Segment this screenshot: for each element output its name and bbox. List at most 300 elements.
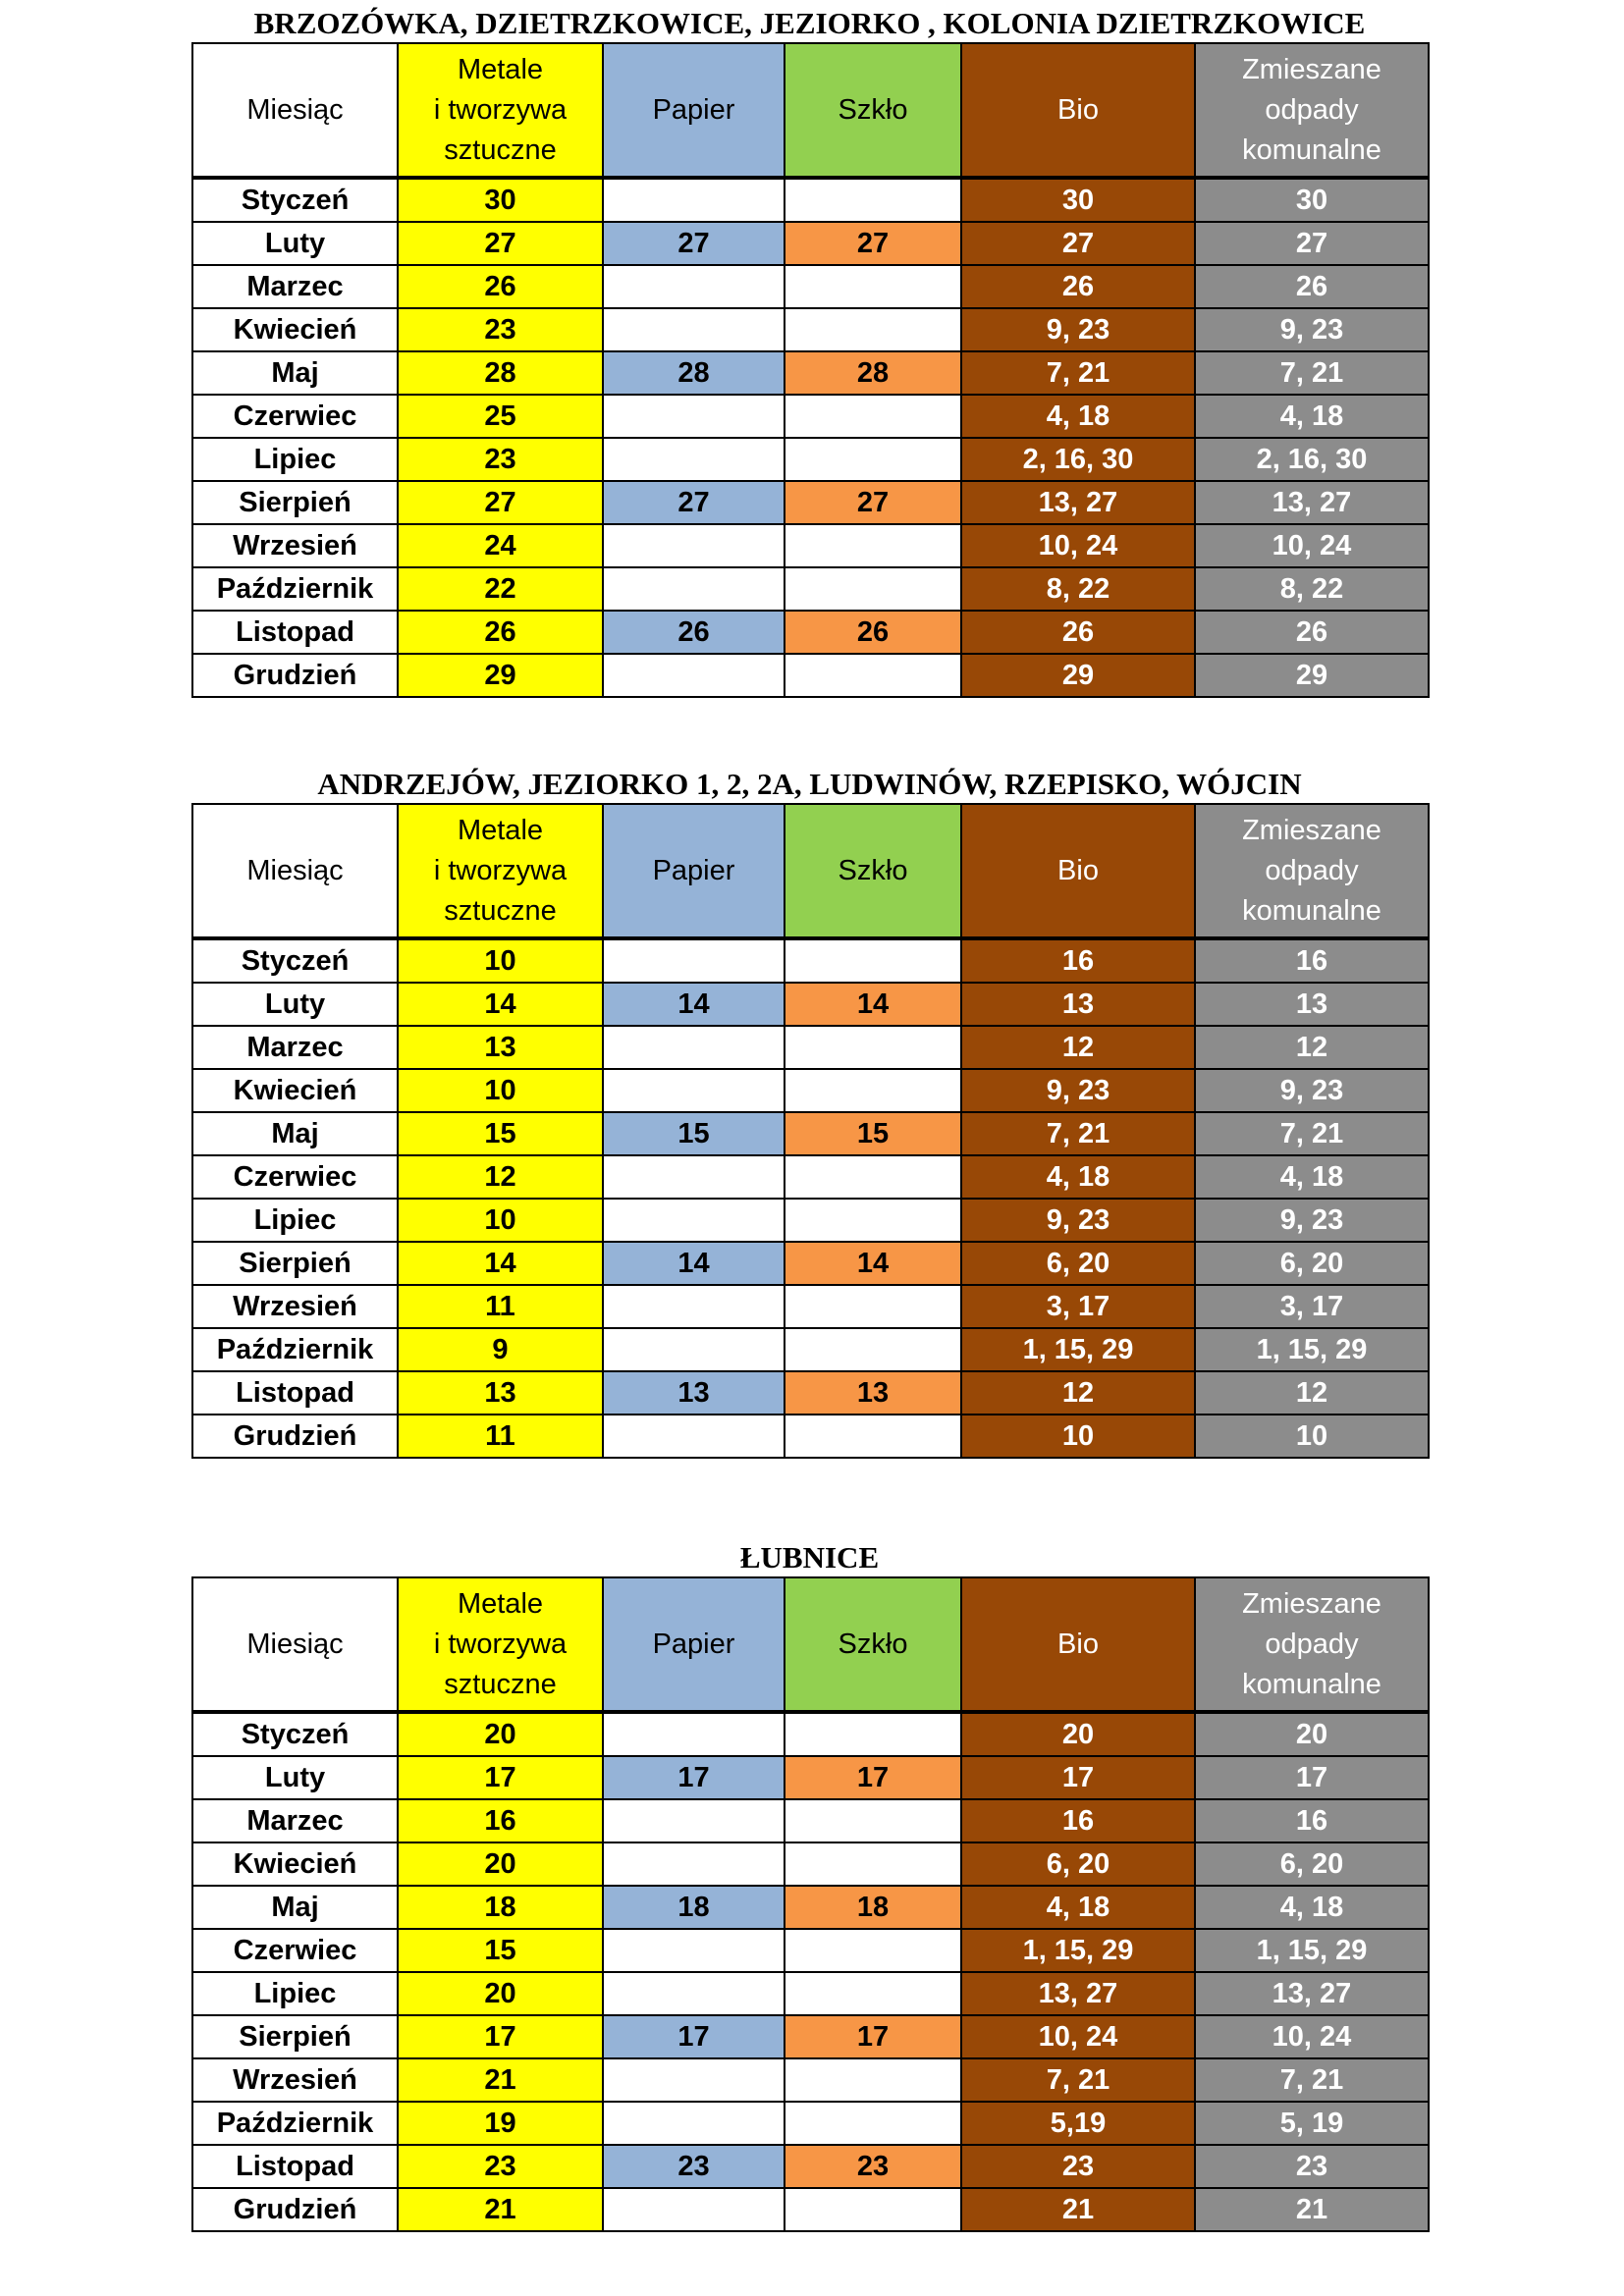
cell-paper <box>603 1328 785 1371</box>
cell-glass <box>785 1328 961 1371</box>
cell-bio: 12 <box>961 1026 1195 1069</box>
header-metal-line: Metale <box>457 814 544 846</box>
cell-metal: 27 <box>398 481 603 524</box>
cell-month: Maj <box>192 1112 398 1155</box>
cell-mixed: 13, 27 <box>1195 1972 1429 2015</box>
cell-mixed: 4, 18 <box>1195 1155 1429 1199</box>
table-row <box>192 983 1429 1026</box>
cell-bio: 4, 18 <box>961 1155 1195 1199</box>
cell-bio: 23 <box>961 2145 1195 2188</box>
header-mixed <box>1195 1577 1429 1712</box>
cell-metal: 10 <box>398 1069 603 1112</box>
cell-glass: 13 <box>785 1371 961 1415</box>
table-row <box>192 2058 1429 2102</box>
header-paper-label: Papier <box>652 854 735 886</box>
cell-metal: 23 <box>398 438 603 481</box>
cell-paper: 14 <box>603 1242 785 1285</box>
cell-bio: 4, 18 <box>961 395 1195 438</box>
table-row <box>192 2145 1429 2188</box>
cell-paper: 18 <box>603 1886 785 1929</box>
cell-glass <box>785 654 961 697</box>
cell-paper <box>603 1712 785 1756</box>
cell-bio: 2, 16, 30 <box>961 438 1195 481</box>
cell-paper <box>603 2058 785 2102</box>
cell-bio: 16 <box>961 1799 1195 1842</box>
cell-bio: 1, 15, 29 <box>961 1929 1195 1972</box>
header-mixed-line: Zmieszane <box>1242 53 1381 85</box>
cell-glass <box>785 1415 961 1458</box>
cell-paper: 14 <box>603 983 785 1026</box>
table-row <box>192 1842 1429 1886</box>
cell-metal: 15 <box>398 1929 603 1972</box>
cell-paper <box>603 1842 785 1886</box>
cell-mixed: 2, 16, 30 <box>1195 438 1429 481</box>
cell-mixed: 1, 15, 29 <box>1195 1929 1429 1972</box>
cell-bio: 12 <box>961 1371 1195 1415</box>
cell-month: Wrzesień <box>192 524 398 567</box>
header-metal-line: sztuczne <box>444 894 557 927</box>
cell-glass: 15 <box>785 1112 961 1155</box>
cell-bio: 26 <box>961 611 1195 654</box>
section-title: ŁUBNICE <box>739 1540 880 1575</box>
cell-bio: 10, 24 <box>961 524 1195 567</box>
table-row <box>192 1199 1429 1242</box>
cell-mixed: 13, 27 <box>1195 481 1429 524</box>
cell-paper: 27 <box>603 481 785 524</box>
cell-month: Marzec <box>192 1799 398 1842</box>
table-row <box>192 1328 1429 1371</box>
cell-mixed: 17 <box>1195 1756 1429 1799</box>
cell-metal: 16 <box>398 1799 603 1842</box>
cell-glass: 23 <box>785 2145 961 2188</box>
header-paper <box>603 1577 785 1712</box>
header-bio <box>961 1577 1195 1712</box>
cell-bio: 7, 21 <box>961 351 1195 395</box>
cell-month: Listopad <box>192 611 398 654</box>
header-bio-label: Bio <box>1057 854 1099 886</box>
table-row <box>192 1972 1429 2015</box>
header-mixed-line: odpady <box>1265 854 1359 886</box>
cell-bio: 6, 20 <box>961 1242 1195 1285</box>
cell-metal: 20 <box>398 1842 603 1886</box>
cell-bio: 13, 27 <box>961 1972 1195 2015</box>
cell-paper <box>603 654 785 697</box>
cell-paper <box>603 1415 785 1458</box>
cell-glass: 26 <box>785 611 961 654</box>
cell-month: Październik <box>192 1328 398 1371</box>
collection-schedule-table <box>191 42 1430 698</box>
cell-paper <box>603 1155 785 1199</box>
header-glass <box>785 804 961 938</box>
header-month <box>192 1577 398 1712</box>
cell-glass <box>785 2188 961 2231</box>
cell-paper <box>603 1199 785 1242</box>
cell-glass <box>785 1842 961 1886</box>
header-metal <box>398 43 603 178</box>
cell-metal: 15 <box>398 1112 603 1155</box>
cell-bio: 4, 18 <box>961 1886 1195 1929</box>
cell-metal: 17 <box>398 2015 603 2058</box>
header-month-label: Miesiąc <box>246 854 344 886</box>
cell-paper <box>603 395 785 438</box>
cell-metal: 26 <box>398 265 603 308</box>
cell-bio: 30 <box>961 178 1195 222</box>
header-metal-line: i tworzywa <box>433 93 568 126</box>
header-month <box>192 804 398 938</box>
cell-bio: 27 <box>961 222 1195 265</box>
cell-paper <box>603 1026 785 1069</box>
table-row <box>192 1415 1429 1458</box>
cell-paper <box>603 1069 785 1112</box>
table-row <box>192 1799 1429 1842</box>
table-row <box>192 1371 1429 1415</box>
cell-mixed: 10 <box>1195 1415 1429 1458</box>
table-row <box>192 1242 1429 1285</box>
cell-paper <box>603 178 785 222</box>
cell-metal: 24 <box>398 524 603 567</box>
cell-paper: 28 <box>603 351 785 395</box>
header-row <box>192 1577 1429 1712</box>
table-row <box>192 178 1429 222</box>
cell-metal: 9 <box>398 1328 603 1371</box>
cell-month: Lipiec <box>192 438 398 481</box>
cell-metal: 20 <box>398 1712 603 1756</box>
cell-bio: 26 <box>961 265 1195 308</box>
cell-glass <box>785 395 961 438</box>
cell-mixed: 20 <box>1195 1712 1429 1756</box>
header-mixed-line: komunalne <box>1242 1668 1381 1700</box>
cell-bio: 7, 21 <box>961 1112 1195 1155</box>
cell-metal: 11 <box>398 1285 603 1328</box>
cell-month: Grudzień <box>192 2188 398 2231</box>
cell-mixed: 21 <box>1195 2188 1429 2231</box>
cell-bio: 10, 24 <box>961 2015 1195 2058</box>
header-month <box>192 43 398 178</box>
cell-glass <box>785 1069 961 1112</box>
cell-metal: 13 <box>398 1371 603 1415</box>
cell-metal: 14 <box>398 1242 603 1285</box>
header-mixed-line: odpady <box>1265 1628 1359 1660</box>
cell-mixed: 10, 24 <box>1195 524 1429 567</box>
cell-paper: 17 <box>603 1756 785 1799</box>
collection-schedule-table <box>191 1576 1430 2232</box>
cell-mixed: 30 <box>1195 178 1429 222</box>
table-row <box>192 1026 1429 1069</box>
cell-mixed: 4, 18 <box>1195 395 1429 438</box>
table-row <box>192 395 1429 438</box>
header-mixed-line: komunalne <box>1242 133 1381 166</box>
cell-month: Wrzesień <box>192 1285 398 1328</box>
table-row <box>192 1712 1429 1756</box>
cell-bio: 16 <box>961 938 1195 983</box>
cell-glass: 27 <box>785 222 961 265</box>
cell-metal: 22 <box>398 567 603 611</box>
table-row <box>192 438 1429 481</box>
header-row <box>192 43 1429 178</box>
cell-month: Sierpień <box>192 1242 398 1285</box>
cell-mixed: 3, 17 <box>1195 1285 1429 1328</box>
cell-mixed: 4, 18 <box>1195 1886 1429 1929</box>
cell-bio: 13 <box>961 983 1195 1026</box>
table-row <box>192 567 1429 611</box>
header-glass-label: Szkło <box>838 93 908 126</box>
cell-metal: 10 <box>398 1199 603 1242</box>
cell-glass <box>785 1155 961 1199</box>
cell-month: Kwiecień <box>192 1842 398 1886</box>
cell-mixed: 9, 23 <box>1195 1069 1429 1112</box>
cell-paper: 13 <box>603 1371 785 1415</box>
header-bio-label: Bio <box>1057 1628 1099 1660</box>
header-bio <box>961 43 1195 178</box>
cell-bio: 20 <box>961 1712 1195 1756</box>
cell-glass <box>785 438 961 481</box>
cell-mixed: 1, 15, 29 <box>1195 1328 1429 1371</box>
cell-month: Grudzień <box>192 654 398 697</box>
cell-metal: 30 <box>398 178 603 222</box>
cell-mixed: 23 <box>1195 2145 1429 2188</box>
cell-bio: 6, 20 <box>961 1842 1195 1886</box>
cell-month: Październik <box>192 567 398 611</box>
table-row <box>192 938 1429 983</box>
header-metal <box>398 804 603 938</box>
table-row <box>192 1285 1429 1328</box>
header-metal-line: sztuczne <box>444 133 557 166</box>
header-paper <box>603 804 785 938</box>
table-row <box>192 481 1429 524</box>
table-row <box>192 654 1429 697</box>
cell-bio: 9, 23 <box>961 308 1195 351</box>
cell-paper <box>603 308 785 351</box>
cell-metal: 23 <box>398 2145 603 2188</box>
table-row <box>192 308 1429 351</box>
cell-mixed: 6, 20 <box>1195 1842 1429 1886</box>
cell-month: Styczeń <box>192 938 398 983</box>
cell-month: Wrzesień <box>192 2058 398 2102</box>
header-mixed-line: Zmieszane <box>1242 814 1381 846</box>
cell-metal: 21 <box>398 2188 603 2231</box>
cell-paper <box>603 2188 785 2231</box>
cell-mixed: 16 <box>1195 938 1429 983</box>
cell-glass <box>785 938 961 983</box>
cell-month: Grudzień <box>192 1415 398 1458</box>
cell-mixed: 29 <box>1195 654 1429 697</box>
table-row <box>192 1886 1429 1929</box>
section-title: ANDRZEJÓW, JEZIORKO 1, 2, 2A, LUDWINÓW, RZEPISKO, WÓJCIN <box>317 767 1302 801</box>
cell-glass: 18 <box>785 1886 961 1929</box>
cell-bio: 17 <box>961 1756 1195 1799</box>
schedule-section <box>191 1539 1428 2232</box>
cell-mixed: 26 <box>1195 265 1429 308</box>
cell-bio: 21 <box>961 2188 1195 2231</box>
schedule-section <box>191 5 1428 698</box>
table-row <box>192 2015 1429 2058</box>
header-metal-line: sztuczne <box>444 1668 557 1700</box>
header-paper-label: Papier <box>652 1628 735 1660</box>
cell-month: Styczeń <box>192 1712 398 1756</box>
cell-glass: 28 <box>785 351 961 395</box>
header-month-label: Miesiąc <box>246 1628 344 1660</box>
cell-bio: 29 <box>961 654 1195 697</box>
header-metal-line: i tworzywa <box>433 1628 568 1660</box>
cell-bio: 5,19 <box>961 2102 1195 2145</box>
cell-month: Kwiecień <box>192 1069 398 1112</box>
cell-metal: 26 <box>398 611 603 654</box>
cell-glass <box>785 1799 961 1842</box>
cell-metal: 19 <box>398 2102 603 2145</box>
cell-month: Sierpień <box>192 2015 398 2058</box>
cell-glass: 17 <box>785 1756 961 1799</box>
cell-glass <box>785 308 961 351</box>
cell-metal: 29 <box>398 654 603 697</box>
cell-metal: 14 <box>398 983 603 1026</box>
cell-mixed: 12 <box>1195 1371 1429 1415</box>
cell-mixed: 7, 21 <box>1195 2058 1429 2102</box>
cell-glass <box>785 1026 961 1069</box>
cell-metal: 18 <box>398 1886 603 1929</box>
collection-schedule-table <box>191 803 1430 1459</box>
cell-paper <box>603 1929 785 1972</box>
cell-paper <box>603 1285 785 1328</box>
header-glass <box>785 1577 961 1712</box>
schedule-section <box>191 766 1428 1459</box>
cell-glass <box>785 524 961 567</box>
table-row <box>192 1929 1429 1972</box>
cell-month: Maj <box>192 1886 398 1929</box>
cell-mixed: 27 <box>1195 222 1429 265</box>
cell-mixed: 7, 21 <box>1195 351 1429 395</box>
cell-month: Czerwiec <box>192 1929 398 1972</box>
cell-metal: 27 <box>398 222 603 265</box>
table-row <box>192 611 1429 654</box>
cell-mixed: 6, 20 <box>1195 1242 1429 1285</box>
header-metal-line: Metale <box>457 53 544 85</box>
cell-month: Marzec <box>192 1026 398 1069</box>
header-glass <box>785 43 961 178</box>
header-metal <box>398 1577 603 1712</box>
cell-metal: 25 <box>398 395 603 438</box>
section-title: BRZOZÓWKA, DZIETRZKOWICE, JEZIORKO , KOLONIA DZIETRZKOWICE <box>253 6 1366 40</box>
header-month-label: Miesiąc <box>246 93 344 126</box>
cell-bio: 9, 23 <box>961 1199 1195 1242</box>
cell-mixed: 12 <box>1195 1026 1429 1069</box>
cell-month: Październik <box>192 2102 398 2145</box>
cell-bio: 13, 27 <box>961 481 1195 524</box>
cell-metal: 11 <box>398 1415 603 1458</box>
cell-mixed: 8, 22 <box>1195 567 1429 611</box>
table-row <box>192 524 1429 567</box>
cell-paper: 26 <box>603 611 785 654</box>
table-row <box>192 1112 1429 1155</box>
cell-metal: 17 <box>398 1756 603 1799</box>
header-row <box>192 804 1429 938</box>
cell-metal: 21 <box>398 2058 603 2102</box>
table-row <box>192 2188 1429 2231</box>
cell-glass <box>785 567 961 611</box>
header-paper-label: Papier <box>652 93 735 126</box>
cell-paper: 17 <box>603 2015 785 2058</box>
cell-month: Sierpień <box>192 481 398 524</box>
cell-mixed: 5, 19 <box>1195 2102 1429 2145</box>
header-paper <box>603 43 785 178</box>
header-mixed <box>1195 804 1429 938</box>
cell-paper <box>603 265 785 308</box>
cell-bio: 3, 17 <box>961 1285 1195 1328</box>
cell-month: Luty <box>192 1756 398 1799</box>
cell-month: Kwiecień <box>192 308 398 351</box>
table-row <box>192 1069 1429 1112</box>
cell-metal: 20 <box>398 1972 603 2015</box>
cell-paper <box>603 438 785 481</box>
cell-paper: 27 <box>603 222 785 265</box>
cell-mixed: 7, 21 <box>1195 1112 1429 1155</box>
header-glass-label: Szkło <box>838 854 908 886</box>
cell-month: Luty <box>192 983 398 1026</box>
table-row <box>192 351 1429 395</box>
header-bio <box>961 804 1195 938</box>
table-row <box>192 2102 1429 2145</box>
cell-glass <box>785 1199 961 1242</box>
cell-glass <box>785 2102 961 2145</box>
cell-paper <box>603 1972 785 2015</box>
cell-month: Czerwiec <box>192 395 398 438</box>
cell-mixed: 26 <box>1195 611 1429 654</box>
cell-month: Marzec <box>192 265 398 308</box>
header-mixed-line: Zmieszane <box>1242 1587 1381 1620</box>
cell-glass: 17 <box>785 2015 961 2058</box>
cell-metal: 10 <box>398 938 603 983</box>
cell-bio: 1, 15, 29 <box>961 1328 1195 1371</box>
cell-month: Czerwiec <box>192 1155 398 1199</box>
cell-paper: 15 <box>603 1112 785 1155</box>
cell-glass <box>785 1285 961 1328</box>
cell-metal: 28 <box>398 351 603 395</box>
cell-mixed: 16 <box>1195 1799 1429 1842</box>
header-mixed <box>1195 43 1429 178</box>
header-mixed-line: komunalne <box>1242 894 1381 927</box>
cell-mixed: 9, 23 <box>1195 1199 1429 1242</box>
cell-glass <box>785 1929 961 1972</box>
cell-month: Luty <box>192 222 398 265</box>
cell-month: Styczeń <box>192 178 398 222</box>
table-row <box>192 265 1429 308</box>
cell-glass <box>785 1712 961 1756</box>
header-glass-label: Szkło <box>838 1628 908 1660</box>
cell-glass <box>785 265 961 308</box>
cell-bio: 10 <box>961 1415 1195 1458</box>
cell-paper <box>603 567 785 611</box>
cell-month: Maj <box>192 351 398 395</box>
table-row <box>192 1155 1429 1199</box>
cell-paper: 23 <box>603 2145 785 2188</box>
cell-glass <box>785 2058 961 2102</box>
cell-bio: 9, 23 <box>961 1069 1195 1112</box>
cell-month: Lipiec <box>192 1199 398 1242</box>
cell-glass: 27 <box>785 481 961 524</box>
cell-paper <box>603 938 785 983</box>
cell-metal: 23 <box>398 308 603 351</box>
cell-paper <box>603 524 785 567</box>
table-row <box>192 222 1429 265</box>
cell-mixed: 13 <box>1195 983 1429 1026</box>
cell-bio: 7, 21 <box>961 2058 1195 2102</box>
cell-mixed: 10, 24 <box>1195 2015 1429 2058</box>
cell-bio: 8, 22 <box>961 567 1195 611</box>
cell-paper <box>603 1799 785 1842</box>
cell-paper <box>603 2102 785 2145</box>
cell-glass: 14 <box>785 983 961 1026</box>
header-bio-label: Bio <box>1057 93 1099 126</box>
cell-month: Listopad <box>192 2145 398 2188</box>
